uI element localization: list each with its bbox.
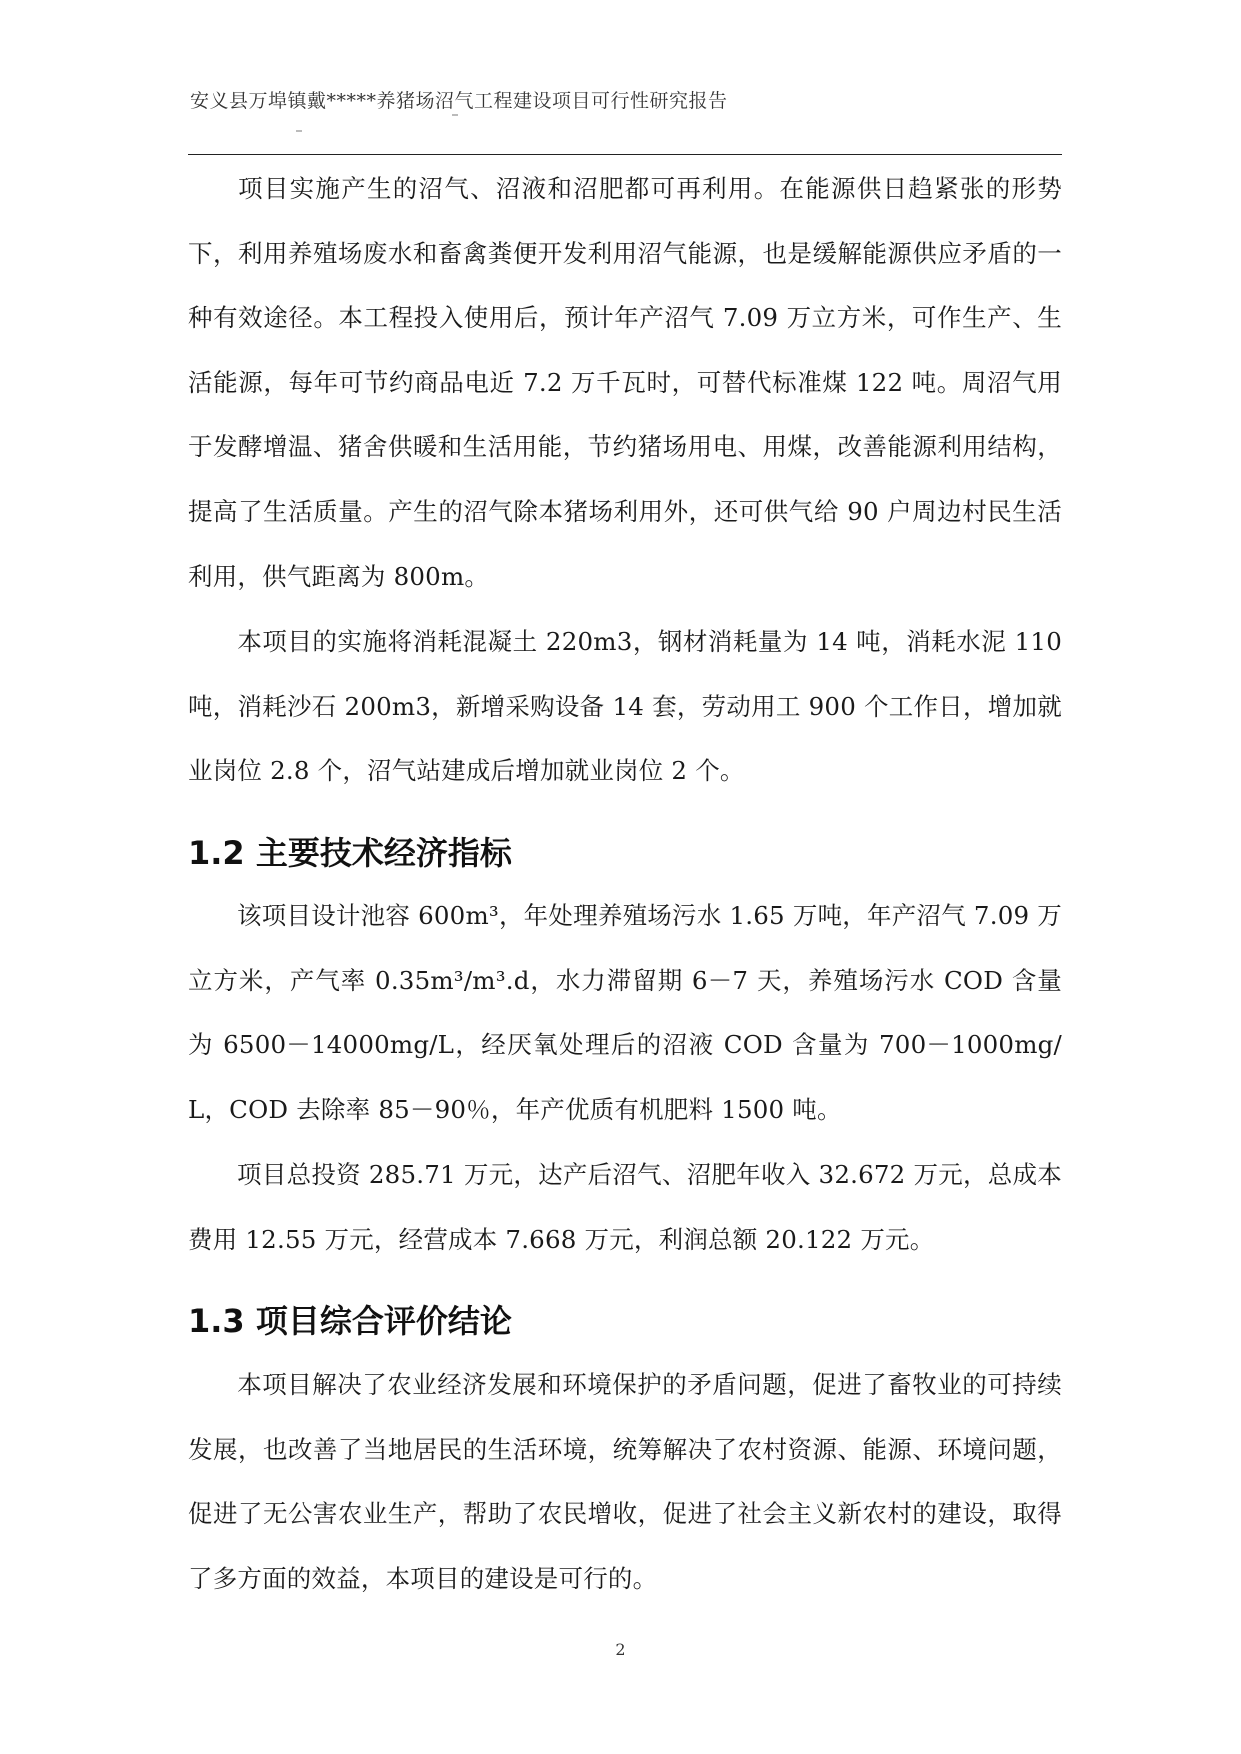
paragraph-block-3 bbox=[188, 884, 1062, 1142]
header-speck-mark bbox=[296, 130, 302, 132]
body-paragraph: 项目实施产生的沼气、沼液和沼肥都可再利用。在能源供日趋紧张的形势下，利用养殖场废水和畜禽粪便开发利用沼气能源，也是缓解能源供应矛盾的一种有效途径。本工程投入使用后，预计年产沼气 7.09 万立方米，可作生产、生活能源，每年可节约商品电近 7.2 万千瓦时，可替代标准煤 122 吨。周沼气用于发酵增温、猪舍供暖和生活用能，节约猪场用电、用煤，改善能源利用结构，提高了生活质量。产生的沼气除本猪场利用外，还可供气给 90 户周边村民生活利用，供气距离为 800m。 bbox=[188, 174, 1062, 591]
paragraph-block-2 bbox=[188, 610, 1062, 804]
header-speck-mark bbox=[452, 114, 458, 116]
section-heading-1-2: 1.2 主要技术经济指标 bbox=[188, 834, 512, 872]
body-paragraph: 本项目的实施将消耗混凝土 220m3，钢材消耗量为 14 吨，消耗水泥 110 吨，消耗沙石 200m3，新增采购设备 14 套，劳动用工 900 个工作日，增加就业岗位 2.8 个，沼气站建成后增加就业岗位 2 个。 bbox=[188, 627, 1062, 786]
running-header: 安义县万埠镇戴*****养猪场沼气工程建设项目可行性研究报告 bbox=[190, 90, 728, 112]
body-paragraph: 本项目解决了农业经济发展和环境保护的矛盾问题，促进了畜牧业的可持续发展，也改善了当地居民的生活环境，统筹解决了农村资源、能源、环境问题，促进了无公害农业生产，帮助了农民增收，促进了社会主义新农村的建设，取得了多方面的效益，本项目的建设是可行的。 bbox=[188, 1370, 1062, 1593]
body-paragraph: 该项目设计池容 600m³，年处理养殖场污水 1.65 万吨，年产沼气 7.09 万立方米，产气率 0.35m³/m³.d，水力滞留期 6－7 天，养殖场污水 COD 含量为 6500－14000mg/L，经厌氧处理后的沼液 COD 含量为 700－1000mg/L，COD 去除率 85－90％，年产优质有机肥料 1500 吨。 bbox=[188, 901, 1062, 1124]
body-paragraph: 项目总投资 285.71 万元，达产后沼气、沼肥年收入 32.672 万元，总成本费用 12.55 万元，经营成本 7.668 万元，利润总额 20.122 万元。 bbox=[188, 1160, 1062, 1254]
paragraph-block-4 bbox=[188, 1143, 1062, 1272]
page-number: 2 bbox=[615, 1640, 626, 1659]
header-divider bbox=[188, 154, 1062, 155]
section-heading-1-3: 1.3 项目综合评价结论 bbox=[188, 1302, 512, 1340]
paragraph-block-1 bbox=[188, 157, 1062, 609]
paragraph-block-5 bbox=[188, 1353, 1062, 1611]
